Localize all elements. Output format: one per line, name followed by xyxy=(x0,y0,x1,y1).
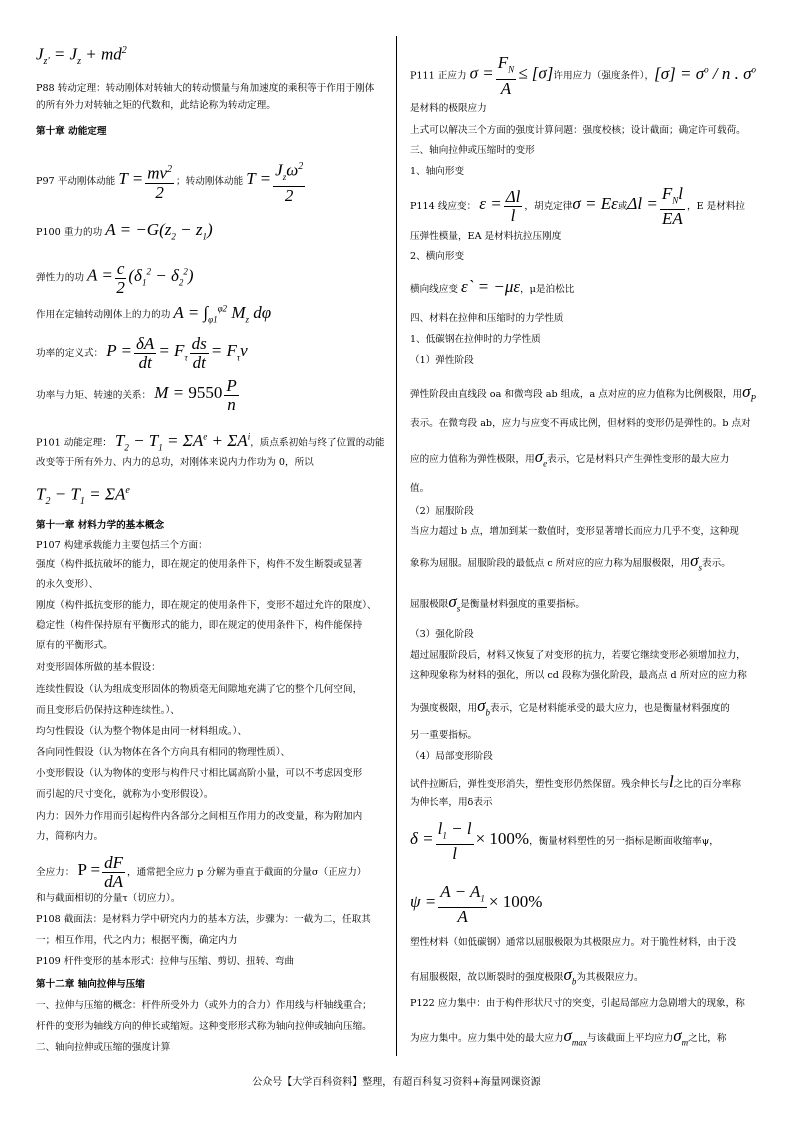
text: ，衡量材料塑性的另一指标是断面收缩率ψ， xyxy=(529,836,719,847)
gravity-work-line: P100 重力的功 $A = -G(z_2 - z_1)$ xyxy=(36,220,213,242)
text-line: 内力：因外力作用而引起构件内各部分之间相互作用力的改变量，称为附加内 xyxy=(36,811,363,822)
text-line: 原有的平衡形式。 xyxy=(36,640,113,651)
spring-work-line: 弹性力的功 A = $\frac{c}{2}$ $(\delta_1^2 - \delta_2^2)$ xyxy=(36,258,194,297)
chapter-12-heading: 第十二章 轴向拉伸与压缩 xyxy=(36,979,145,990)
text-line: 杆件的变形为轴线方向的伸长或缩短。这种变形形式称为轴向拉伸或轴向压缩。 xyxy=(36,1021,372,1032)
total-stress-line: 全应力： P = $\frac{dF}{dA}$ ，通常把全应力 p 分解为垂直于截面的分量σ（正应力） xyxy=(36,853,367,891)
fraction: $\frac{A - A_1}{A}$ xyxy=(440,881,485,927)
elongation-text: 试件拉断后，弹性变形消失，塑性变形仍然保留。残余伸长与l之比的百分率称 xyxy=(410,772,741,791)
text: 或 xyxy=(617,201,628,213)
text-line: 一；相互作用，代之内力；根据平衡，确定内力 xyxy=(36,935,238,946)
fraction: $\frac{J_z\omega^2}{2}$ xyxy=(273,158,305,205)
fraction: $\frac{mv^2}{2}$ xyxy=(145,161,174,202)
text: ，质点系初始与终了位置的动能 xyxy=(250,437,385,449)
text: 之比的百分率称 xyxy=(673,779,741,790)
text-line: 而且变形后仍保持这种连续性。）、 xyxy=(36,705,180,716)
text: 象称为屈服。屈服阶段的最低点 c 所对应的应力称为屈服极限，用 xyxy=(410,558,691,569)
text-line: 刚度（构件抵抗变形的能力，即在规定的使用条件下，变形不超过允许的限度）、 xyxy=(36,600,377,611)
text: P114 线应变： xyxy=(410,201,477,213)
rotation-work-line: 作用在定轴转动刚体上的力的功 $A = \int_{\varphi 1}^{\varphi 2}$ $M_z$ dφ xyxy=(36,302,272,325)
text-line: P108 截面法：是材料力学中研究内力的基本方法，步骤为：一截为二，任取其 xyxy=(36,914,371,925)
chapter-11-heading: 第十一章 材料力学的基本概念 xyxy=(36,520,165,531)
text-line: 的所有外力对转轴之矩的代数和，此结论称为转动定理。 xyxy=(36,100,276,111)
text: ，μ是泊松比 xyxy=(520,284,575,295)
text-line: 强度（构件抵抗破坏的能力，即在规定的使用条件下，构件不发生断裂或显著 xyxy=(36,559,363,570)
text: 为应力集中。应力集中处的最大应力 xyxy=(410,1033,564,1044)
text-line: 表示。在微弯段 ab，应力与应变不再成比例，但材料的变形仍是弹性的。b 点对 xyxy=(410,418,751,429)
fraction: $\frac{dF}{dA}$ xyxy=(104,853,123,891)
formula-kinetic-rigid: $T_2 - T_1 = \Sigma A^e$ xyxy=(36,484,130,508)
text-line: 小变形假设（认为物体的变形与构件尺寸相比属高阶小量，可以不考虑因变形 xyxy=(36,768,363,779)
text-line: （4）局部变形阶段 xyxy=(410,751,493,762)
text: 有屈服极限，故以断裂时的强度极限 xyxy=(410,972,564,983)
text: 弹性阶段由直线段 oa 和微弯段 ab 组成，a 点对应的应力值称为比例极限，用 xyxy=(410,389,743,400)
stress-concentration-line: 为应力集中。应力集中处的最大应力$\sigma_{max}$与该截面上平均应力$\sigma_m$之比，称 xyxy=(410,1026,727,1048)
text-line: 这种现象称为材料的强化，所以 cd 段称为强化阶段，最高点 d 所对应的应力称 xyxy=(410,670,747,681)
column-divider xyxy=(396,36,397,1056)
text-line: （3）强化阶段 xyxy=(410,629,474,640)
text: 为其极限应力。 xyxy=(576,972,644,983)
text-line: P122 应力集中：由于构件形状尺寸的突变，引起局部应力急剧增大的现象，称 xyxy=(410,998,745,1009)
text-line: 三、轴向拉伸或压缩时的变形 xyxy=(410,145,535,156)
text: P101 动能定理： xyxy=(36,437,112,449)
text-line: 塑性材料（如低碳钢）通常以屈服极限为其极限应力。对于脆性材料，由于没 xyxy=(410,937,737,948)
fraction: $\frac{F_Nl}{EA}$ xyxy=(661,184,683,229)
text-line: 2、横向形变 xyxy=(410,251,465,262)
text-line: 稳定性（构件保持原有平衡形式的能力，即在规定的使用条件下，构件能保持 xyxy=(36,620,363,631)
text-line: P88 转动定理：转动刚体对转轴大的转动惯量与角加速度的乘积等于作用于刚体 xyxy=(36,83,375,94)
text-line: 上式可以解决三个方面的强度计算问题：强度校核；设计截面；确定许可载荷。 xyxy=(410,125,746,136)
text-line: 1、低碳钢在拉伸时的力学性质 xyxy=(410,334,541,345)
text-line: 力，简称内力。 xyxy=(36,831,104,842)
text-line: 二、轴向拉伸或压缩的强度计算 xyxy=(36,1042,171,1053)
text-line: 为伸长率，用δ表示 xyxy=(410,797,493,808)
text-line: 连续性假设（认为组成变形固体的物质毫无间隙地充满了它的整个几何空间， xyxy=(36,684,363,695)
text: 试件拉断后，弹性变形消失，塑性变形仍然保留。残余伸长与 xyxy=(410,779,670,790)
text-line: 值。 xyxy=(410,483,430,494)
text-line: 改变等于所有外力、内力的总功，对刚体来说内力作功为 0，所以 xyxy=(36,457,314,468)
text-line: P109 杆件变形的基本形式：拉伸与压缩、剪切、扭转、弯曲 xyxy=(36,956,295,967)
text-line: 和与截面相切的分量τ（切应力）。 xyxy=(36,893,181,904)
strain-line: P114 线应变： ε = $\frac{\Delta l}{l}$ ，胡克定律σ = Eε或Δl = $\frac{F_Nl}{EA}$ ，E 是材料拉 xyxy=(410,184,746,229)
text-line: 是材料的极限应力 xyxy=(410,103,487,114)
text-line: 的永久变形）、 xyxy=(36,579,99,590)
text-line: 超过屈服阶段后，材料又恢复了对变形的抗力，若要它继续变形必须增加拉力， xyxy=(410,650,746,661)
text: 弹性力的功 xyxy=(36,272,84,284)
fraction: $\frac{ds}{dt}$ xyxy=(191,334,207,372)
fraction: $\frac{\Delta l}{l}$ xyxy=(505,187,521,226)
text: 应的应力值称为弹性极限，用 xyxy=(410,454,535,465)
text: 表示，它是材料能承受的最大应力，也是衡量材料强度的 xyxy=(490,703,730,714)
elongation-formula-line: δ = $\frac{l_1 - l}{l}$ × 100%，衡量材料塑性的另一指标是断面收缩率ψ， xyxy=(410,818,719,864)
text-line: 另一重要指标。 xyxy=(410,730,478,741)
text: 为强度极限，用 xyxy=(410,703,478,714)
text: 之比，称 xyxy=(688,1033,727,1044)
yield-limit-line: 屈服极限$\sigma_s$是衡量材料强度的重要指标。 xyxy=(410,592,585,614)
text-line: P107 构建承载能力主要包括三个方面： xyxy=(36,540,208,551)
yield-line: 象称为屈服。屈服阶段的最低点 c 所对应的应力称为屈服极限，用$\sigma_s$表示。 xyxy=(410,551,731,573)
text: P97 平动刚体动能 xyxy=(36,176,116,188)
text: 表示。 xyxy=(702,558,731,569)
fraction: $\frac{c}{2}$ xyxy=(116,258,125,297)
text: P100 重力的功 xyxy=(36,227,103,238)
text: ，胡克定律 xyxy=(524,201,573,213)
text-line: （2）屈服阶段 xyxy=(410,506,474,517)
text: ，E 是材料拉 xyxy=(686,201,746,213)
text: 功率与力矩、转速的关系： xyxy=(36,390,152,401)
text: 许用应力（强度条件）， xyxy=(553,70,655,82)
text: 与该截面上平均应力 xyxy=(586,1033,674,1044)
text: 作用在定轴转动刚体上的力的功 xyxy=(36,309,171,321)
text: 表示，它是材料只产生弹性变形的最大应力 xyxy=(547,454,730,465)
text: 全应力： xyxy=(36,867,75,878)
text-line: 一、拉伸与压缩的概念：杆件所受外力（或外力的合力）作用线与杆轴线重合； xyxy=(36,1000,372,1011)
text: ，通常把全应力 p 分解为垂直于截面的分量σ（正应力） xyxy=(127,867,367,878)
strength-limit-line: 为强度极限，用$\sigma_b$表示，它是材料能承受的最大应力，也是衡量材料强度的 xyxy=(410,696,730,718)
lateral-strain-line: 横向线应变 ε` = −με，μ是泊松比 xyxy=(410,277,575,296)
torque-power-line: 功率与力矩、转速的关系： M = 9550 $\frac{P}{n}$ xyxy=(36,376,237,414)
text: ；转动刚体动能 xyxy=(176,176,244,188)
chapter-10-heading: 第十章 动能定理 xyxy=(36,126,107,137)
text: P111 正应力 xyxy=(410,70,467,82)
brittle-line: 有屈服极限，故以断裂时的强度极限$\sigma_b$为其极限应力。 xyxy=(410,965,644,987)
normal-stress-line: P111 正应力 σ = $\frac{F_N}{A}$ ≤ [σ]许用应力（强度条件），$[\sigma] = \sigma^o / n$ . $\sigma^o$ xyxy=(410,53,756,98)
text-line: 各向同性假设（认为物体在各个方向具有相同的物理性质）、 xyxy=(36,747,291,758)
text: 屈服极限 xyxy=(410,599,449,610)
fraction: $\frac{F_N}{A}$ xyxy=(497,53,515,98)
text-line: 对变形固体所做的基本假设： xyxy=(36,662,161,673)
elastic-limit-line: 应的应力值称为弹性极限，用$\sigma_e$表示，它是材料只产生弹性变形的最大应力 xyxy=(410,447,730,469)
text-line: 均匀性假设（认为整个物体是由同一材料组成。）、 xyxy=(36,726,248,737)
formula-parallel-axis: $J_{z'} = J_z + md^2$ xyxy=(36,44,127,68)
text: 是衡量材料强度的重要指标。 xyxy=(460,599,585,610)
kinetic-theorem-line: P101 动能定理： $T_2 - T_1 = \Sigma A^e + \Sigma A^i$，质点系初始与终了位置的动能 xyxy=(36,430,385,453)
text-line: 当应力超过 b 点，增加到某一数值时，变形显著增长而应力几乎不变，这种现 xyxy=(410,526,739,537)
reduction-formula-line: ψ = $\frac{A - A_1}{A}$ × 100% xyxy=(410,881,543,927)
text-line: 1、轴向形变 xyxy=(410,166,465,177)
fraction: $\frac{\delta A}{dt}$ xyxy=(136,334,155,372)
text-line: （1）弹性阶段 xyxy=(410,355,474,366)
footer-note: 公众号【大学百科资料】整理，有超百科复习资料+海量网课资源 xyxy=(252,1077,541,1088)
elastic-text: 弹性阶段由直线段 oa 和微弯段 ab 组成，a 点对应的应力值称为比例极限，用$\sigma_P$ xyxy=(410,382,757,404)
fraction: $\frac{P}{n}$ xyxy=(226,376,237,414)
text: 功率的定义式： xyxy=(36,348,104,359)
kinetic-energy-line: P97 平动刚体动能 T = $\frac{mv^2}{2}$ ；转动刚体动能 T = $\frac{J_z\omega^2}{2}$ xyxy=(36,158,386,205)
text-line: 而引起的尺寸变化，就称为小变形假设）。 xyxy=(36,789,214,800)
fraction: $\frac{l_1 - l}{l}$ xyxy=(437,818,472,864)
power-line: 功率的定义式： P = $\frac{\delta A}{dt}$ = $F_\tau$ $\frac{ds}{dt}$ = $F_\tau v$ xyxy=(36,334,248,372)
text-line: 四、材料在拉伸和压缩时的力学性质 xyxy=(410,313,564,324)
text: 横向线应变 xyxy=(410,284,458,295)
text-line: 压弹性模量，EA 是材料抗拉压刚度 xyxy=(410,231,562,242)
